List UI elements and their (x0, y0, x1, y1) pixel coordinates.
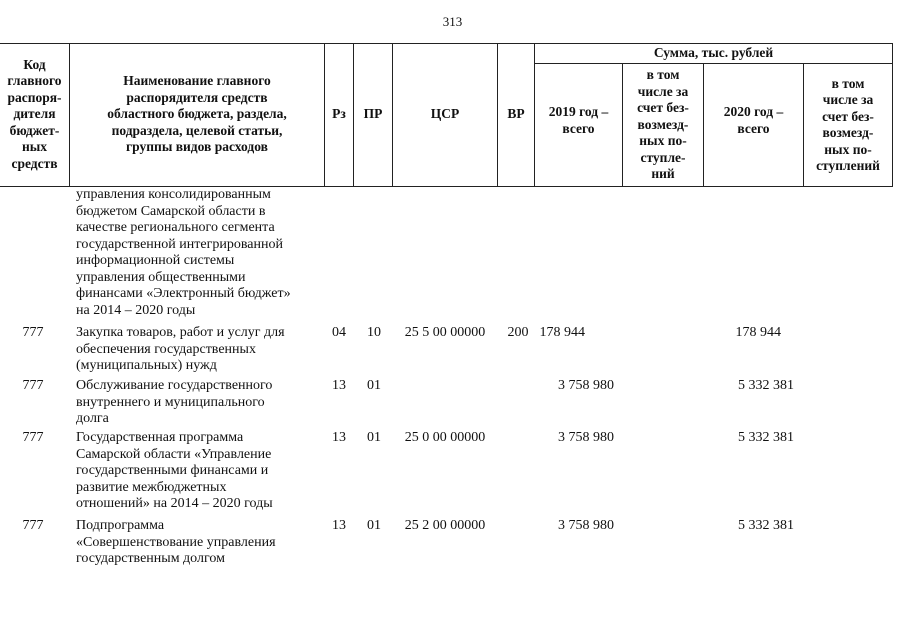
header-pr: ПР (363, 106, 383, 122)
row-csr: 25 0 00 00000 (404, 430, 486, 445)
row-name: Подпрограмма «Совершенствование управления государственным долгом (76, 518, 276, 566)
header-sum-group: Сумма, тыс. рублей (653, 44, 774, 60)
table-header (0, 43, 893, 186)
row-pr: 10 (367, 325, 381, 340)
row-sum-2019: 178 944 (539, 325, 585, 340)
header-2019-total: 2019 год – всего (548, 104, 609, 136)
row-rz: 13 (332, 518, 346, 533)
row-sum-2020: 5 332 381 (738, 430, 794, 445)
row-admin-code: 777 (22, 325, 44, 340)
row-vr: 200 (507, 325, 529, 340)
row-sum-2019: 3 758 980 (558, 430, 614, 445)
row-sum-2019: 3 758 980 (558, 518, 614, 533)
header-admin-code: Код главного распоря- дителя бюджет- ных средств (7, 56, 62, 171)
header-2019-free: в том числе за счет без- возмезд- ных по- ступле- ний (637, 67, 689, 182)
row-csr: 25 5 00 00000 (404, 325, 486, 340)
row-admin-code: 777 (22, 430, 44, 445)
header-divider (892, 43, 893, 186)
row-rz: 13 (332, 430, 346, 445)
row-rz: 13 (332, 378, 346, 393)
row-sum-2020: 5 332 381 (738, 378, 794, 393)
row-sum-2019: 3 758 980 (558, 378, 614, 393)
row-csr: 25 2 00 00000 (404, 518, 486, 533)
header-2020-free: в том числе за счет без- возмезд- ных по- ступлений (816, 75, 880, 173)
header-2020-total: 2020 год – всего (723, 104, 784, 136)
row-name: Государственная программа Самарской области «Управление государственными финансами и развитие межбюджетных отношений» на 2014 – 2020 годы (76, 430, 273, 511)
header-rz: Рз (332, 106, 346, 122)
header-vr: ВР (507, 106, 525, 122)
page-number: 313 (442, 14, 463, 29)
row-sum-2020: 5 332 381 (738, 518, 794, 533)
header-name: Наименование главного распорядителя средств областного бюджета, раздела, подраздела, целевой статьи, группы видов расходов (107, 73, 287, 155)
header-csr: ЦСР (430, 106, 460, 122)
row-name: Закупка товаров, работ и услуг для обеспечения государственных (муниципальных) нужд (76, 325, 285, 373)
row-admin-code: 777 (22, 518, 44, 533)
row-admin-code: 777 (22, 378, 44, 393)
row-rz: 04 (332, 325, 346, 340)
row-name: Обслуживание государственного внутреннего и муниципального долга (76, 378, 273, 426)
row-pr: 01 (367, 518, 381, 533)
row-name: управления консолидированным бюджетом Самарской области в качестве регионального сегмента государственной интегрированной информационной системы управления общественными финансами «Электронный бюджет» на 2014 – 2020 годы (76, 187, 291, 318)
row-pr: 01 (367, 378, 381, 393)
row-sum-2020: 178 944 (735, 325, 781, 340)
row-pr: 01 (367, 430, 381, 445)
